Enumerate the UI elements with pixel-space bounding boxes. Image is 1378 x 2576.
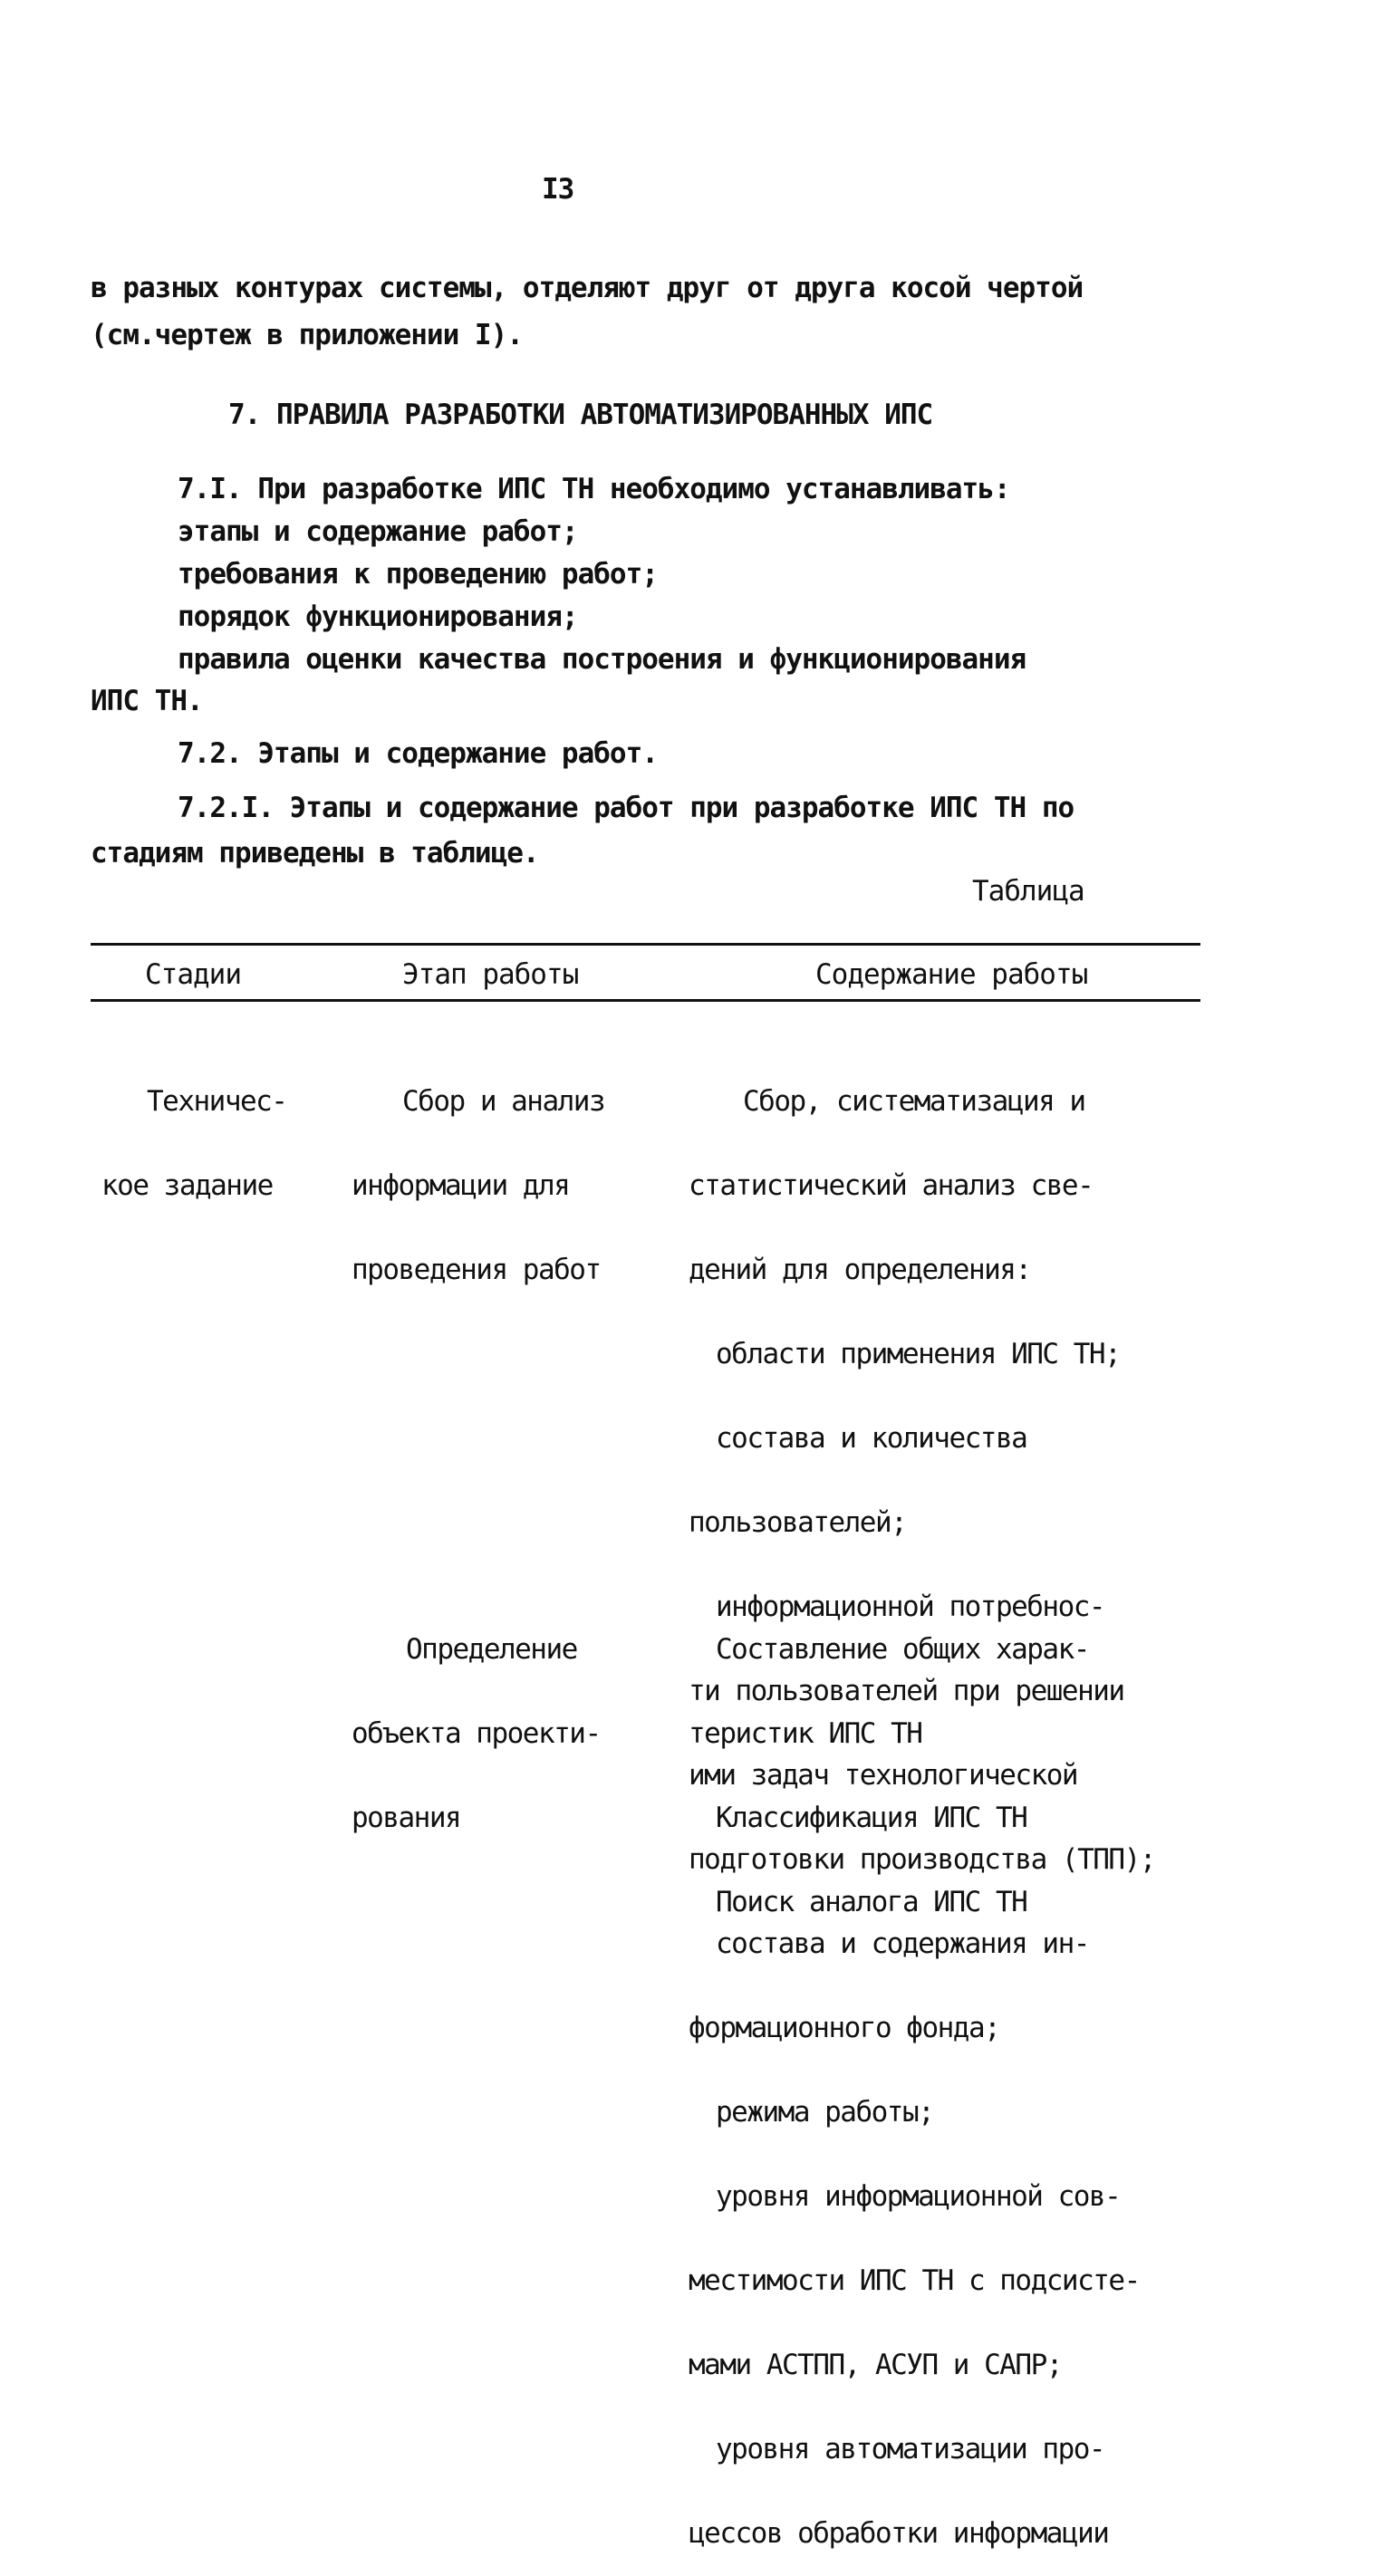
table-row [101, 1032, 286, 1228]
intro-line-2: (см.чертеж в приложении I). [91, 319, 523, 351]
content-line: дений для определения: [689, 1254, 1031, 1286]
content-line: Сбор, систематизация и [743, 1085, 1085, 1118]
table-row-step [352, 1032, 604, 1312]
content-line: Классификация ИПС ТН [716, 1802, 1027, 1834]
content-line: ти пользователей при решении [689, 1675, 1124, 1707]
step-line: объекта проекти- [352, 1717, 601, 1750]
content-line: информационной потребнос- [716, 1591, 1105, 1623]
content-line: состава и содержания ин- [716, 1927, 1089, 1960]
paragraph-7-2-1-line-2: стадиям приведены в таблице. [91, 837, 539, 870]
paragraph-7-1-item: этапы и содержание работ; [178, 515, 578, 548]
table-header-stage: Стадии [145, 958, 241, 991]
content-line: состава и количества [716, 1422, 1027, 1455]
paragraph-7-1-item: требования к проведению работ; [178, 558, 658, 591]
content-line: формационного фонда; [689, 2012, 1000, 2044]
step-line: рования [352, 1802, 461, 1834]
table-row-step [352, 1580, 601, 1860]
table-header-rule [91, 999, 1200, 1002]
paragraph-7-1-tail: ИПС ТН. [91, 685, 203, 717]
table-top-rule [91, 943, 1200, 946]
content-line: теристик ИПС ТН [689, 1717, 922, 1750]
content-line: Поиск аналога ИПС ТН [716, 1886, 1027, 1918]
table-header-content: Содержание работы [815, 958, 1088, 991]
content-line: подготовки производства (ТПП); [689, 1843, 1155, 1876]
step-line: Сбор и анализ [402, 1085, 605, 1118]
paragraph-7-1-lead: 7.I. При разработке ИПС ТН необходимо устанавливать: [178, 473, 1010, 505]
stage-line: Техничес- [147, 1085, 287, 1118]
paragraph-7-2-1-line-1: 7.2.I. Этапы и содержание работ при разработке ИПС ТН по [178, 792, 1074, 824]
section-heading: 7. ПРАВИЛА РАЗРАБОТКИ АВТОМАТИЗИРОВАННЫХ ИПС [228, 399, 933, 431]
table-header-step: Этап работы [402, 958, 579, 991]
table-caption: Таблица [972, 875, 1084, 908]
step-line: проведения работ [352, 1254, 601, 1286]
content-line: местимости ИПС ТН с подсисте- [689, 2264, 1140, 2297]
content-line: статистический анализ све- [689, 1169, 1094, 1202]
paragraph-7-2: 7.2. Этапы и содержание работ. [178, 737, 658, 770]
content-line: мами АСТПП, АСУП и САПР; [689, 2349, 1062, 2381]
step-line: информации для [352, 1169, 570, 1202]
content-line: области применения ИПС ТН; [716, 1338, 1121, 1370]
table-row-content [689, 1580, 1089, 1945]
stage-line: кое задание [101, 1169, 273, 1202]
content-line: Составление общих харак- [716, 1633, 1089, 1666]
content-line: режима работы; [716, 2096, 934, 2129]
paragraph-7-1-item: порядок функционирования; [178, 601, 578, 633]
paragraph-7-1-item: правила оценки качества построения и функционирования [178, 643, 1026, 676]
content-line: пользователей; [689, 1506, 907, 1539]
step-line: Определение [406, 1633, 577, 1666]
content-line: уровня информационной сов- [716, 2180, 1121, 2213]
content-line: цессов обработки информации [689, 2517, 1109, 2550]
intro-line-1: в разных контурах системы, отделяют друг от друга косой чертой [91, 272, 1084, 304]
content-line: уровня автоматизации про- [716, 2433, 1105, 2465]
content-line: ими задач технологической [689, 1759, 1078, 1792]
page-number: I3 [542, 173, 574, 206]
